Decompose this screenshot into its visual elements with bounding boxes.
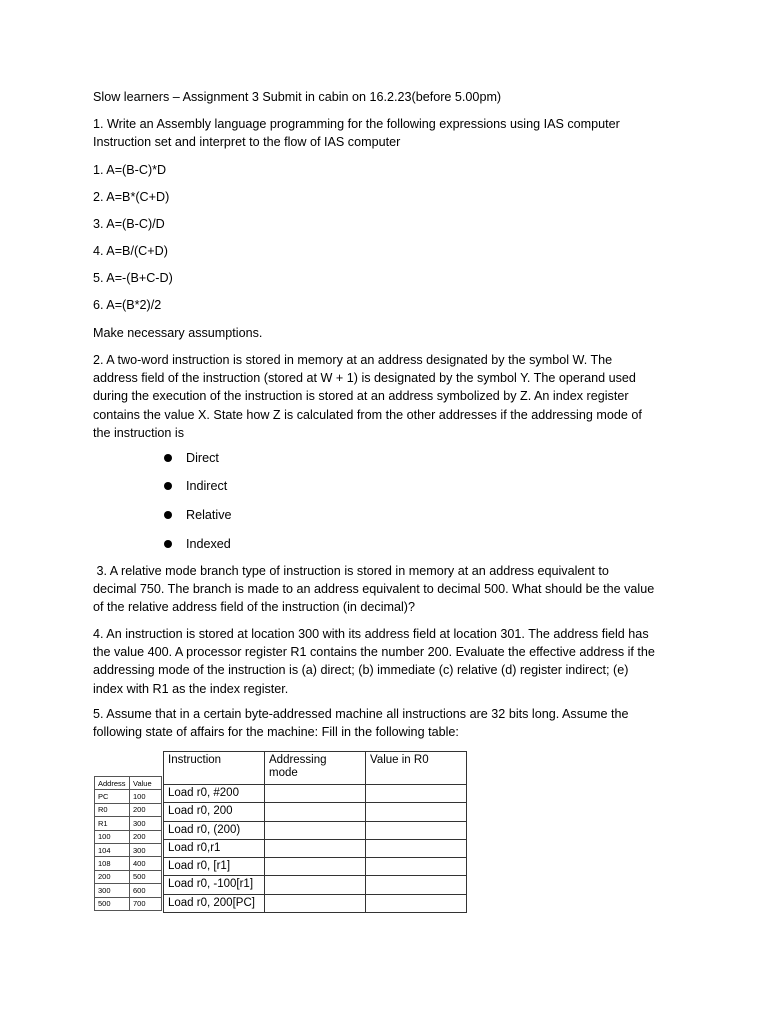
addressing-mode-cell[interactable]: [265, 785, 366, 803]
bullet-dot-icon: [164, 454, 172, 462]
table-row: 500 700: [95, 897, 162, 910]
addressing-mode-cell[interactable]: [265, 876, 366, 894]
table-row: Load r0, (200): [164, 821, 467, 839]
table-row: 300 600: [95, 884, 162, 897]
value-in-r0-cell[interactable]: [366, 894, 467, 912]
addressing-mode-cell[interactable]: [265, 839, 366, 857]
instruction-column-header: Instruction: [164, 752, 265, 785]
question-3-text: 3. A relative mode branch type of instruction is stored in memory at an address equivalent to decimal 750. The branch is made to an address equivalent to decimal 500. What should be the value of the relative address field of the instruction (in decimal)?: [93, 564, 655, 615]
table-row: 104 300: [95, 843, 162, 856]
table-row: 100 200: [95, 830, 162, 843]
table-header-row: [164, 752, 467, 785]
table-row: Load r0, [r1]: [164, 858, 467, 876]
expression-2: 2. A=B*(C+D): [93, 190, 170, 204]
expression-5: 5. A=-(B+C-D): [93, 271, 173, 285]
bullet-dot-icon: [164, 540, 172, 548]
addressing-mode-cell[interactable]: [265, 803, 366, 821]
document-page: Slow learners – Assignment 3 Submit in cabin on 16.2.23(before 5.00pm) 1. Write an Assembly language programming for the following expressions using IAS computer Instruction set and interpret to the flow of IAS computer 1. A=(B-C)*D 2. A=B*(C+D) 3. A=(B-C)/D 4. A=B/(C+D) 5. A=-(B+C-D) 6. A=(B*2)/2 Make necessary assumptions. 2. A two-word instruction is stored in memory at an address designated by the symbol W. The address field of the instruction (stored at W + 1) is designated by the symbol Y. The operand used during the execution of the instruction is stored at an address symbolized by Z. An index register contains the value X. State how Z is calculated from the other addresses if the addressing mode of the instruction is Direct Indirect Relative Indexed 3. A relative mode branch type of instruction is stored in memory at an address equivalent to decimal 750. The branch is made to an address equivalent to decimal 500. What should be the value of the relative address field of the instruction (in decimal)? 4. An instruction is stored at location 300 with its address field at location 301. The address field has the value 400. A processor register R1 contains the number 200. Evaluate the effective address if the addressing mode of the instruction is (a) direct; (b) immediate (c) relative (d) register indirect; (e) index with R1 as the index register. 5. Assume that in a certain byte-addressed machine all instructions are 32 bits long. Assume the following state of affairs for the machine: Fill in the following table: Address Value PC 100 R0 200 R1 300 100 200 104 300 108 400 200 500 300 600 500 700 Instruction Addressing mode Value in R0 Load r0, #200 Load r0, 200 Load r0, (200) Load r0,r1 Load r0, [r1] Load r0, -100[r1] Load r0, 200[PC]: [0, 0, 768, 1024]
question-2-text: 2. A two-word instruction is stored in memory at an address designated by the symbol W. The address field of the instruction (stored at W + 1) is designated by the symbol Y. The operand used during the execution of the instruction is stored at an address symbolized by Z. An index register contains the value X. State how Z is calculated from the other addresses if the addressing mode of the instruction is: [93, 353, 642, 440]
table-row: Load r0, 200[PC]: [164, 894, 467, 912]
memory-state-table: [94, 776, 162, 911]
table-row: 200 500: [95, 870, 162, 883]
value-in-r0-cell[interactable]: [366, 839, 467, 857]
bullet-dot-icon: [164, 511, 172, 519]
expression-1: 1. A=(B-C)*D: [93, 163, 167, 177]
table-row: R1 300: [95, 817, 162, 830]
value-in-r0-cell[interactable]: [366, 876, 467, 894]
bullet-dot-icon: [164, 482, 172, 490]
table-row: PC 100: [95, 790, 162, 803]
table-row: Load r0, -100[r1]: [164, 876, 467, 894]
addressing-mode-cell[interactable]: [265, 894, 366, 912]
expression-4: 4. A=B/(C+D): [93, 244, 168, 258]
table-row: R0 200: [95, 803, 162, 816]
addressing-mode-column-header: Addressing mode: [265, 752, 366, 785]
addressing-mode-cell[interactable]: [265, 858, 366, 876]
assignment-header: Slow learners – Assignment 3 Submit in cabin on 16.2.23(before 5.00pm): [93, 90, 502, 104]
question-1-text: 1. Write an Assembly language programming for the following expressions using IAS computer Instruction set and interpret to the flow of IAS computer: [93, 117, 620, 150]
addressing-mode-cell[interactable]: [265, 821, 366, 839]
table-row: Load r0,r1: [164, 839, 467, 857]
expression-3: 3. A=(B-C)/D: [93, 217, 165, 231]
table-row: Load r0, #200: [164, 785, 467, 803]
expression-6: 6. A=(B*2)/2: [93, 298, 162, 312]
value-in-r0-cell[interactable]: [366, 803, 467, 821]
value-in-r0-cell[interactable]: [366, 821, 467, 839]
table-row: Load r0, 200: [164, 803, 467, 821]
table-row: 108 400: [95, 857, 162, 870]
value-in-r0-cell[interactable]: [366, 858, 467, 876]
question-5-text: 5. Assume that in a certain byte-addressed machine all instructions are 32 bits long. Assume the following state of affairs for the machine: Fill in the following table:: [93, 707, 629, 740]
assumptions-note: Make necessary assumptions.: [93, 326, 263, 340]
table-header-row: Address Value: [95, 777, 162, 790]
question-4-text: 4. An instruction is stored at location 300 with its address field at location 301. The address field has the value 400. A processor register R1 contains the number 200. Evaluate the effective address if the addressing mode of the instruction is (a) direct; (b) immediate (c) relative (d) register indirect; (e) index with R1 as the index register.: [93, 627, 655, 696]
value-in-r0-column-header: Value in R0: [366, 752, 467, 785]
instruction-fill-table: [163, 751, 467, 913]
value-in-r0-cell[interactable]: [366, 785, 467, 803]
